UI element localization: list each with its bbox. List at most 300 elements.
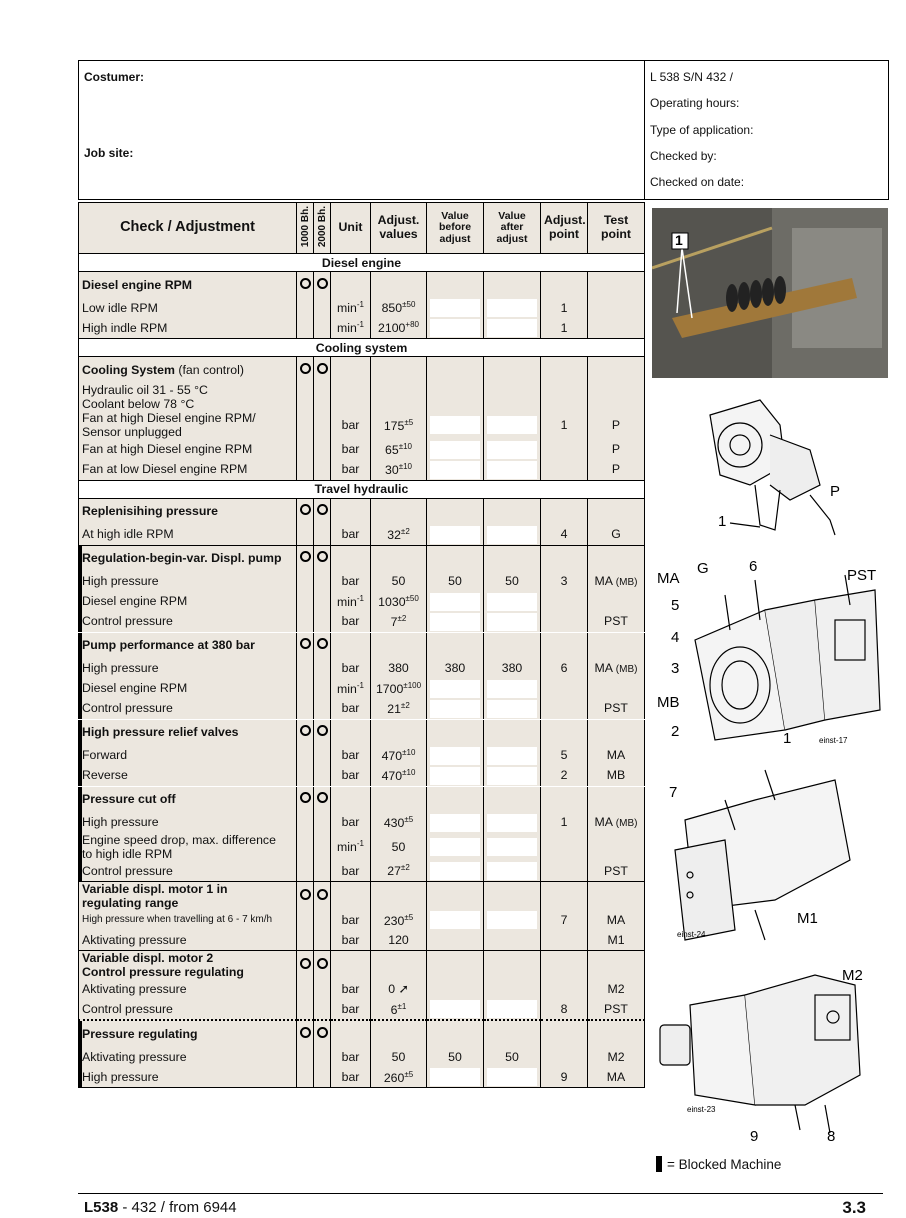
value-after-cell bbox=[484, 383, 541, 411]
interval-1000-cell bbox=[297, 786, 314, 813]
motor2-label-8: 8 bbox=[827, 1128, 836, 1145]
checkbox-circle-icon[interactable] bbox=[317, 958, 328, 969]
value-before-cell[interactable] bbox=[427, 460, 484, 481]
motor2-label-m2: M2 bbox=[842, 967, 863, 984]
test-point-cell bbox=[588, 498, 645, 525]
col-check: Check / Adjustment bbox=[79, 203, 297, 254]
check-table bbox=[78, 202, 645, 1088]
checkbox-circle-icon[interactable] bbox=[300, 363, 311, 374]
test-point-cell bbox=[588, 272, 645, 299]
group-title-row bbox=[79, 632, 645, 659]
fan-label-1: 1 bbox=[718, 513, 727, 530]
test-point-cell bbox=[588, 632, 645, 659]
value-before-cell bbox=[427, 719, 484, 746]
value-after-input[interactable] bbox=[487, 680, 537, 698]
value-before-cell[interactable] bbox=[427, 861, 484, 882]
interval-1000-cell bbox=[297, 632, 314, 659]
value-before-input[interactable] bbox=[430, 911, 480, 929]
unit-cell: $\min^{-1}$ bbox=[331, 679, 371, 699]
value-after-cell[interactable]: 50 bbox=[484, 572, 541, 592]
interval-1000-cell bbox=[297, 383, 314, 411]
unit-cell: bar bbox=[331, 766, 371, 787]
check-label: Aktivating pressure bbox=[79, 930, 297, 951]
value-before-input[interactable] bbox=[430, 747, 480, 765]
footer-model-rest: - 432 / from 6944 bbox=[118, 1199, 237, 1216]
value-after-cell[interactable] bbox=[484, 525, 541, 546]
check-label: Control pressure bbox=[79, 612, 297, 633]
interval-1000-cell bbox=[297, 298, 314, 318]
group-title-row bbox=[79, 272, 645, 299]
interval-2000-cell bbox=[314, 910, 331, 930]
motor2-label-9: 9 bbox=[750, 1128, 759, 1145]
value-after-cell[interactable] bbox=[484, 440, 541, 460]
value-after-cell[interactable] bbox=[484, 318, 541, 339]
adjust-point-cell: 8 bbox=[541, 999, 588, 1020]
unit-cell: bar bbox=[331, 572, 371, 592]
value-after-input[interactable] bbox=[487, 838, 537, 856]
value-before-input[interactable] bbox=[430, 593, 480, 611]
value-after-cell[interactable] bbox=[484, 1067, 541, 1088]
adjust-value-cell bbox=[371, 951, 427, 980]
test-point-cell bbox=[588, 786, 645, 813]
check-label: Fan at high Diesel engine RPM/ Sensor unplugged bbox=[79, 411, 297, 439]
pump-label-5: 5 bbox=[671, 597, 680, 614]
interval-1000-cell bbox=[297, 861, 314, 882]
unit-cell: bar bbox=[331, 979, 371, 999]
value-before-cell bbox=[427, 272, 484, 299]
table-row bbox=[79, 411, 645, 439]
checkbox-circle-icon[interactable] bbox=[300, 551, 311, 562]
test-point-cell: G bbox=[588, 525, 645, 546]
group-title-row bbox=[79, 881, 645, 910]
value-after-cell bbox=[484, 632, 541, 659]
fan-pump-drawing bbox=[660, 395, 850, 545]
adjust-point-cell bbox=[541, 719, 588, 746]
value-after-input[interactable] bbox=[487, 862, 537, 880]
adjust-value-cell bbox=[371, 632, 427, 659]
checked-by-label: Checked by: bbox=[650, 149, 717, 163]
value-before-cell[interactable] bbox=[427, 411, 484, 439]
value-after-cell[interactable] bbox=[484, 699, 541, 720]
col-test-point: Test point bbox=[588, 203, 645, 254]
section-title: Cooling system bbox=[79, 339, 645, 357]
value-after-cell[interactable] bbox=[484, 813, 541, 833]
test-point-cell: MA (MB) bbox=[588, 572, 645, 592]
checkbox-circle-icon[interactable] bbox=[317, 504, 328, 515]
interval-1000-cell bbox=[297, 357, 314, 384]
value-after-input[interactable] bbox=[487, 526, 537, 544]
interval-2000-cell bbox=[314, 786, 331, 813]
adjust-value-cell: $2100^{+80}$ bbox=[371, 318, 427, 339]
fan-pump-sketch bbox=[660, 395, 850, 545]
value-before-cell bbox=[427, 881, 484, 910]
unit-cell bbox=[331, 632, 371, 659]
test-point-cell: MB bbox=[588, 766, 645, 787]
pump-label-pst: PST bbox=[847, 567, 877, 584]
value-before-cell[interactable]: 50 bbox=[427, 1047, 484, 1067]
unit-cell: bar bbox=[331, 861, 371, 882]
value-before-cell[interactable] bbox=[427, 298, 484, 318]
unit-cell: bar bbox=[331, 999, 371, 1020]
interval-2000-cell bbox=[314, 746, 331, 766]
value-before-input[interactable] bbox=[430, 613, 480, 631]
interval-2000-cell bbox=[314, 1047, 331, 1067]
interval-1000-cell bbox=[297, 592, 314, 612]
pump-label-ma: MA bbox=[657, 570, 680, 587]
value-before-cell[interactable] bbox=[427, 679, 484, 699]
value-after-cell[interactable] bbox=[484, 612, 541, 633]
test-point-cell bbox=[588, 383, 645, 411]
interval-2000-cell bbox=[314, 440, 331, 460]
test-point-cell bbox=[588, 719, 645, 746]
check-label: High indle RPM bbox=[79, 318, 297, 339]
value-before-cell[interactable] bbox=[427, 440, 484, 460]
adjust-point-cell bbox=[541, 383, 588, 411]
interval-2000-cell bbox=[314, 659, 331, 679]
checkbox-circle-icon[interactable] bbox=[300, 504, 311, 515]
test-point-cell: MA (MB) bbox=[588, 659, 645, 679]
value-after-input[interactable] bbox=[487, 299, 537, 317]
adjust-value-cell: $1700^{\pm 100}$ bbox=[371, 679, 427, 699]
customer-label: Costumer: bbox=[84, 70, 145, 84]
check-label: High pressure when travelling at 6 - 7 km/h bbox=[79, 910, 297, 930]
value-after-input[interactable] bbox=[487, 911, 537, 929]
motor1-drawing bbox=[665, 760, 865, 950]
check-label: Regulation-begin-var. Displ. pump bbox=[79, 545, 297, 572]
value-after-input[interactable] bbox=[487, 1000, 537, 1018]
legend bbox=[656, 1156, 781, 1172]
unit-cell: bar bbox=[331, 930, 371, 951]
value-before-cell[interactable] bbox=[427, 999, 484, 1020]
adjust-point-cell bbox=[541, 881, 588, 910]
adjust-point-cell: 1 bbox=[541, 813, 588, 833]
group-title-row bbox=[79, 786, 645, 813]
value-before-cell bbox=[427, 545, 484, 572]
adjust-point-cell bbox=[541, 699, 588, 720]
checkbox-circle-icon[interactable] bbox=[300, 278, 311, 289]
check-label: Control pressure bbox=[79, 699, 297, 720]
table-row bbox=[79, 979, 645, 999]
check-label: Control pressure bbox=[79, 999, 297, 1020]
checkbox-circle-icon[interactable] bbox=[317, 551, 328, 562]
value-before-input[interactable] bbox=[430, 416, 480, 434]
interval-1000-cell bbox=[297, 272, 314, 299]
value-before-cell[interactable] bbox=[427, 1067, 484, 1088]
value-before-cell[interactable] bbox=[427, 318, 484, 339]
adjust-point-cell: 9 bbox=[541, 1067, 588, 1088]
value-before-cell[interactable] bbox=[427, 813, 484, 833]
value-before-input[interactable] bbox=[430, 838, 480, 856]
motor2-drawing bbox=[655, 955, 875, 1150]
value-before-cell[interactable] bbox=[427, 766, 484, 787]
value-before-cell[interactable]: 50 bbox=[427, 572, 484, 592]
blocked-machine-marker-icon bbox=[656, 1156, 662, 1172]
value-before-input[interactable] bbox=[430, 526, 480, 544]
value-after-cell[interactable] bbox=[484, 411, 541, 439]
interval-1000-cell bbox=[297, 498, 314, 525]
header-divider bbox=[644, 61, 645, 199]
variable-pump-drawing bbox=[655, 560, 885, 750]
check-label: Diesel engine RPM bbox=[79, 272, 297, 299]
check-label: High pressure relief valves bbox=[79, 719, 297, 746]
test-point-cell bbox=[588, 881, 645, 910]
value-before-input[interactable] bbox=[430, 700, 480, 718]
value-before-input[interactable] bbox=[430, 767, 480, 785]
unit-cell: bar bbox=[331, 460, 371, 481]
adjust-value-cell: $7^{\pm 2}$ bbox=[371, 612, 427, 633]
unit-cell bbox=[331, 545, 371, 572]
section-row bbox=[79, 339, 645, 357]
value-after-input[interactable] bbox=[487, 319, 537, 337]
check-label: Reverse bbox=[79, 766, 297, 787]
section-row bbox=[79, 480, 645, 498]
interval-1000-cell bbox=[297, 1067, 314, 1088]
value-before-cell[interactable]: 380 bbox=[427, 659, 484, 679]
interval-2000-cell bbox=[314, 999, 331, 1020]
photo-label-1: 1 bbox=[675, 232, 683, 248]
value-after-input[interactable] bbox=[487, 441, 537, 459]
adjust-point-cell bbox=[541, 592, 588, 612]
check-label: High pressure bbox=[79, 1067, 297, 1088]
adjust-point-cell: 7 bbox=[541, 910, 588, 930]
adjust-value-cell: $1030^{\pm 50}$ bbox=[371, 592, 427, 612]
value-before-input[interactable] bbox=[430, 299, 480, 317]
value-before-input[interactable] bbox=[430, 461, 480, 479]
value-before-cell[interactable] bbox=[427, 612, 484, 633]
unit-cell: bar bbox=[331, 1047, 371, 1067]
adjust-value-cell: $27^{\pm 2}$ bbox=[371, 861, 427, 882]
adjust-value-cell: $6^{\pm 1}$ bbox=[371, 999, 427, 1020]
table-row bbox=[79, 746, 645, 766]
value-before-input[interactable] bbox=[430, 1000, 480, 1018]
value-before-input[interactable] bbox=[430, 814, 480, 832]
test-point-cell: P bbox=[588, 460, 645, 481]
value-before-cell bbox=[427, 357, 484, 384]
value-before-cell[interactable] bbox=[427, 833, 484, 861]
checkbox-circle-icon[interactable] bbox=[300, 889, 311, 900]
adjust-point-cell: 1 bbox=[541, 318, 588, 339]
fan-label-p: P bbox=[830, 483, 841, 500]
value-before-cell bbox=[427, 383, 484, 411]
model-serial: L 538 S/N 432 / bbox=[650, 70, 733, 84]
unit-cell bbox=[331, 357, 371, 384]
group-title-row bbox=[79, 719, 645, 746]
adjust-point-cell: 1 bbox=[541, 298, 588, 318]
value-after-cell[interactable]: 380 bbox=[484, 659, 541, 679]
value-after-cell bbox=[484, 786, 541, 813]
value-before-cell[interactable] bbox=[427, 525, 484, 546]
value-after-input[interactable] bbox=[487, 613, 537, 631]
table-row bbox=[79, 999, 645, 1020]
table-row bbox=[79, 383, 645, 411]
check-label: Pressure regulating bbox=[79, 1020, 297, 1047]
value-after-cell[interactable] bbox=[484, 746, 541, 766]
interval-2000-cell bbox=[314, 951, 331, 980]
adjust-point-cell: 1 bbox=[541, 411, 588, 439]
interval-1000-cell bbox=[297, 460, 314, 481]
value-after-cell[interactable] bbox=[484, 910, 541, 930]
test-point-cell: MA (MB) bbox=[588, 813, 645, 833]
adjust-point-cell bbox=[541, 498, 588, 525]
value-after-input[interactable] bbox=[487, 1068, 537, 1086]
variable-pump-sketch bbox=[655, 560, 885, 750]
unit-cell: bar bbox=[331, 659, 371, 679]
value-before-input[interactable] bbox=[430, 319, 480, 337]
test-point-cell: MA bbox=[588, 746, 645, 766]
footer-model-bold: L538 bbox=[84, 1199, 119, 1216]
header-box bbox=[78, 60, 889, 200]
test-point-cell bbox=[588, 1020, 645, 1047]
group-title-row bbox=[79, 357, 645, 384]
interval-2000-cell bbox=[314, 881, 331, 910]
checkbox-circle-icon[interactable] bbox=[317, 278, 328, 289]
value-after-input[interactable] bbox=[487, 416, 537, 434]
value-after-cell[interactable] bbox=[484, 298, 541, 318]
interval-1000-cell bbox=[297, 719, 314, 746]
checkbox-circle-icon[interactable] bbox=[300, 792, 311, 803]
checkbox-circle-icon[interactable] bbox=[317, 725, 328, 736]
value-after-cell[interactable] bbox=[484, 460, 541, 481]
value-before-cell bbox=[427, 979, 484, 999]
value-after-cell bbox=[484, 719, 541, 746]
value-after-input[interactable] bbox=[487, 814, 537, 832]
pump-label-1: 1 bbox=[783, 730, 792, 747]
value-before-input[interactable] bbox=[430, 1068, 480, 1086]
interval-1000-cell bbox=[297, 572, 314, 592]
interval-1000-cell bbox=[297, 679, 314, 699]
value-after-cell[interactable] bbox=[484, 833, 541, 861]
checkbox-circle-icon[interactable] bbox=[300, 958, 311, 969]
value-after-cell[interactable] bbox=[484, 592, 541, 612]
value-before-cell[interactable] bbox=[427, 910, 484, 930]
interval-1000-cell bbox=[297, 881, 314, 910]
footer-divider bbox=[78, 1193, 883, 1194]
col-unit: Unit bbox=[331, 203, 371, 254]
test-point-cell bbox=[588, 679, 645, 699]
motor2-caption: einst-23 bbox=[687, 1105, 716, 1114]
test-point-cell: PST bbox=[588, 699, 645, 720]
table-row bbox=[79, 861, 645, 882]
value-after-input[interactable] bbox=[487, 461, 537, 479]
value-before-cell[interactable] bbox=[427, 746, 484, 766]
value-before-cell bbox=[427, 1020, 484, 1047]
checkbox-circle-icon[interactable] bbox=[300, 725, 311, 736]
col-1000bh: 1000 Bh. bbox=[297, 203, 314, 254]
adjust-point-cell: 5 bbox=[541, 746, 588, 766]
value-after-cell bbox=[484, 951, 541, 980]
value-after-input[interactable] bbox=[487, 747, 537, 765]
interval-1000-cell bbox=[297, 612, 314, 633]
adjust-value-cell: $175^{\pm 5}$ bbox=[371, 411, 427, 439]
interval-2000-cell bbox=[314, 979, 331, 999]
checkbox-circle-icon[interactable] bbox=[300, 638, 311, 649]
value-before-cell[interactable] bbox=[427, 699, 484, 720]
value-before-input[interactable] bbox=[430, 441, 480, 459]
test-point-cell: PST bbox=[588, 999, 645, 1020]
check-label: High pressure bbox=[79, 659, 297, 679]
table-row bbox=[79, 440, 645, 460]
test-point-cell: MA bbox=[588, 910, 645, 930]
adjust-point-cell: 6 bbox=[541, 659, 588, 679]
value-after-input[interactable] bbox=[487, 593, 537, 611]
interval-2000-cell bbox=[314, 383, 331, 411]
interval-2000-cell bbox=[314, 525, 331, 546]
table-row bbox=[79, 1047, 645, 1067]
interval-1000-cell bbox=[297, 910, 314, 930]
interval-1000-cell bbox=[297, 1047, 314, 1067]
adjust-point-cell bbox=[541, 833, 588, 861]
checkbox-circle-icon[interactable] bbox=[317, 792, 328, 803]
value-before-cell bbox=[427, 930, 484, 951]
unit-cell bbox=[331, 786, 371, 813]
value-after-cell[interactable]: 50 bbox=[484, 1047, 541, 1067]
value-before-input[interactable] bbox=[430, 862, 480, 880]
motor1-sketch bbox=[665, 760, 865, 950]
motor1-label-m1: M1 bbox=[797, 910, 818, 927]
unit-cell bbox=[331, 383, 371, 411]
value-after-input[interactable] bbox=[487, 767, 537, 785]
job-site-label: Job site: bbox=[84, 146, 134, 160]
interval-1000-cell bbox=[297, 699, 314, 720]
interval-1000-cell bbox=[297, 813, 314, 833]
unit-cell: bar bbox=[331, 746, 371, 766]
unit-cell: $\min^{-1}$ bbox=[331, 318, 371, 339]
pump-label-2: 2 bbox=[671, 723, 680, 740]
value-before-input[interactable] bbox=[430, 680, 480, 698]
adjust-point-cell bbox=[541, 786, 588, 813]
value-after-cell[interactable] bbox=[484, 999, 541, 1020]
check-label: Replenisihing pressure bbox=[79, 498, 297, 525]
adjust-point-cell bbox=[541, 679, 588, 699]
adjust-point-cell bbox=[541, 272, 588, 299]
checkbox-circle-icon[interactable] bbox=[317, 363, 328, 374]
interval-2000-cell bbox=[314, 930, 331, 951]
adjust-value-cell bbox=[371, 1020, 427, 1047]
value-after-input[interactable] bbox=[487, 700, 537, 718]
adjust-value-cell: 50 bbox=[371, 833, 427, 861]
adjust-point-cell bbox=[541, 357, 588, 384]
value-before-cell[interactable] bbox=[427, 592, 484, 612]
value-after-cell bbox=[484, 545, 541, 572]
legend-text: = Blocked Machine bbox=[667, 1157, 782, 1172]
adjust-value-cell: 380 bbox=[371, 659, 427, 679]
check-label: At high idle RPM bbox=[79, 525, 297, 546]
adjust-point-cell bbox=[541, 979, 588, 999]
value-before-cell bbox=[427, 951, 484, 980]
checkbox-circle-icon[interactable] bbox=[300, 1027, 311, 1038]
interval-2000-cell bbox=[314, 861, 331, 882]
value-after-cell[interactable] bbox=[484, 766, 541, 787]
check-label: Diesel engine RPM bbox=[79, 592, 297, 612]
value-after-cell[interactable] bbox=[484, 861, 541, 882]
adjust-point-cell bbox=[541, 930, 588, 951]
value-after-cell[interactable] bbox=[484, 679, 541, 699]
test-point-cell bbox=[588, 318, 645, 339]
table-row bbox=[79, 833, 645, 861]
pump-label-g: G bbox=[697, 560, 709, 577]
motor2-sketch bbox=[655, 955, 875, 1150]
checkbox-circle-icon[interactable] bbox=[317, 1027, 328, 1038]
pump-label-6: 6 bbox=[749, 558, 758, 575]
adjust-point-cell bbox=[541, 861, 588, 882]
checkbox-circle-icon[interactable] bbox=[317, 638, 328, 649]
interval-1000-cell bbox=[297, 979, 314, 999]
motor1-caption: einst-24 bbox=[677, 930, 706, 939]
interval-1000-cell bbox=[297, 746, 314, 766]
unit-cell bbox=[331, 498, 371, 525]
adjust-value-cell: $430^{\pm 5}$ bbox=[371, 813, 427, 833]
checkbox-circle-icon[interactable] bbox=[317, 889, 328, 900]
